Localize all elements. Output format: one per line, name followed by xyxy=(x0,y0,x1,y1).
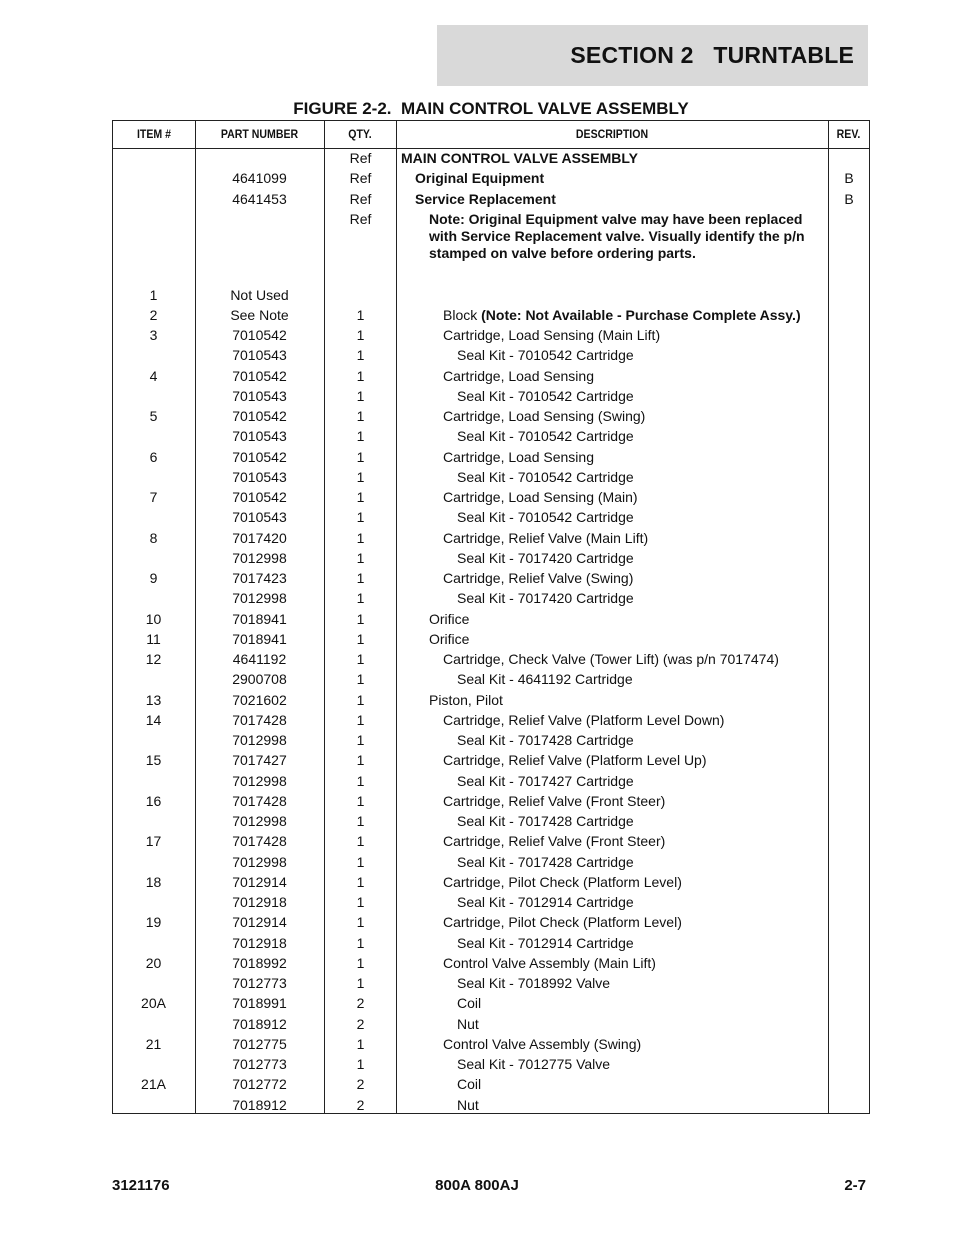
part-number: 7012998 xyxy=(232,853,287,870)
description: Seal Kit - 7010542 Cartridge xyxy=(457,347,634,364)
description: Seal Kit - 7017428 Cartridge xyxy=(457,813,634,830)
part-number: 7012998 xyxy=(232,813,287,830)
quantity: 2 xyxy=(356,995,365,1012)
quantity: 1 xyxy=(356,570,365,587)
part-number: 7021602 xyxy=(232,691,287,708)
item-number: 4 xyxy=(149,367,158,384)
item-number: 17 xyxy=(145,833,162,850)
description: Seal Kit - 7010542 Cartridge xyxy=(457,468,634,485)
quantity: 1 xyxy=(356,347,365,364)
part-number: 7012998 xyxy=(232,732,287,749)
part-number: 7010542 xyxy=(232,448,287,465)
item-number: 14 xyxy=(145,711,162,728)
footer-page-number: 2-7 xyxy=(844,1177,866,1194)
item-number: 2 xyxy=(149,306,158,323)
part-number: 4641192 xyxy=(232,651,287,668)
part-number: 7012773 xyxy=(232,1056,287,1073)
quantity: 1 xyxy=(356,671,365,688)
header-qty: QTY. xyxy=(348,127,372,141)
item-number: 19 xyxy=(145,914,162,931)
description: Cartridge, Load Sensing (Main) xyxy=(443,489,638,506)
table-body xyxy=(113,121,869,1113)
quantity: 1 xyxy=(356,327,365,344)
quantity: 1 xyxy=(356,873,365,890)
quantity: 1 xyxy=(356,610,365,627)
description: Seal Kit - 7017420 Cartridge xyxy=(457,549,634,566)
part-number: 7018992 xyxy=(232,954,287,971)
quantity: 1 xyxy=(356,549,365,566)
part-number: 7010542 xyxy=(232,327,287,344)
item-number: 16 xyxy=(145,792,162,809)
quantity: Ref xyxy=(349,210,372,227)
part-number: 7012914 xyxy=(232,873,287,890)
part-number: 7010543 xyxy=(232,428,287,445)
quantity: 1 xyxy=(356,914,365,931)
part-number: 7012914 xyxy=(232,914,287,931)
description: Seal Kit - 7012914 Cartridge xyxy=(457,894,634,911)
item-number: 20A xyxy=(141,995,166,1012)
part-number: 7017427 xyxy=(232,752,287,769)
section-banner xyxy=(437,25,868,86)
description: Nut xyxy=(457,1096,479,1113)
description: Seal Kit - 7017427 Cartridge xyxy=(457,772,634,789)
quantity: 1 xyxy=(356,509,365,526)
part-number: 7010542 xyxy=(232,489,287,506)
part-number: 7012772 xyxy=(232,1076,287,1093)
part-number: 7010543 xyxy=(232,347,287,364)
part-number: 7018941 xyxy=(232,630,287,647)
description-note: (Note: Not Available - Purchase Complete Assy.) xyxy=(481,306,801,323)
quantity: 1 xyxy=(356,529,365,546)
part-number: 7018912 xyxy=(232,1096,287,1113)
quantity: 1 xyxy=(356,387,365,404)
quantity: 1 xyxy=(356,954,365,971)
description: Piston, Pilot xyxy=(429,691,503,708)
part-number: 7012775 xyxy=(232,1035,287,1052)
part-number: 7017428 xyxy=(232,792,287,809)
description: Cartridge, Pilot Check (Platform Level) xyxy=(443,914,682,931)
part-number: 4641099 xyxy=(232,170,287,187)
part-number: 7017428 xyxy=(232,833,287,850)
item-number: 6 xyxy=(149,448,158,465)
description: Cartridge, Relief Valve (Front Steer) xyxy=(443,792,666,809)
header-item: ITEM # xyxy=(136,127,172,141)
description: Cartridge, Relief Valve (Platform Level Up) xyxy=(443,752,707,769)
quantity: 1 xyxy=(356,732,365,749)
description: Control Valve Assembly (Main Lift) xyxy=(443,954,656,971)
description: Coil xyxy=(457,1076,482,1093)
description: Seal Kit - 7018992 Valve xyxy=(457,975,611,992)
quantity: 2 xyxy=(356,1076,365,1093)
part-number: 7018912 xyxy=(232,1015,287,1032)
part-number: 7017428 xyxy=(232,711,287,728)
part-number: 7012918 xyxy=(232,894,287,911)
description: Seal Kit - 7010542 Cartridge xyxy=(457,428,634,445)
item-number: 15 xyxy=(145,752,162,769)
figure-title: FIGURE 2-2. MAIN CONTROL VALVE ASSEMBLY xyxy=(293,99,689,118)
parts-table xyxy=(112,120,870,1114)
description: Seal Kit - 7010542 Cartridge xyxy=(457,509,634,526)
quantity: 1 xyxy=(356,934,365,951)
description: Cartridge, Pilot Check (Platform Level) xyxy=(443,873,682,890)
quantity: 1 xyxy=(356,448,365,465)
service-note-line: stamped on valve before ordering parts. xyxy=(429,244,696,261)
quantity: Ref xyxy=(349,150,372,166)
item-number: 11 xyxy=(146,630,161,647)
quantity: Ref xyxy=(349,190,372,207)
part-number: 7012998 xyxy=(232,772,287,789)
part-number: 7012773 xyxy=(232,975,287,992)
quantity: 1 xyxy=(356,306,365,323)
description: Cartridge, Relief Valve (Swing) xyxy=(443,570,634,587)
description: Seal Kit - 7010542 Cartridge xyxy=(457,387,634,404)
description: Orifice xyxy=(429,630,470,647)
quantity: 1 xyxy=(356,630,365,647)
description: Coil xyxy=(457,995,482,1012)
part-number: 7010543 xyxy=(232,387,287,404)
description: Seal Kit - 7012914 Cartridge xyxy=(457,934,634,951)
footer-model: 800A 800AJ xyxy=(435,1177,519,1194)
description: Cartridge, Load Sensing (Main Lift) xyxy=(443,327,661,344)
quantity: 1 xyxy=(356,691,365,708)
part-number: 7017420 xyxy=(232,529,287,546)
description: Cartridge, Check Valve (Tower Lift) (was p/n 7017474) xyxy=(443,651,779,668)
item-number: 18 xyxy=(145,873,162,890)
description: Nut xyxy=(457,1015,479,1032)
description: Cartridge, Load Sensing xyxy=(443,448,594,465)
part-number: 7010543 xyxy=(232,509,287,526)
revision: B xyxy=(844,170,854,187)
quantity: 1 xyxy=(356,489,365,506)
quantity: 1 xyxy=(356,651,365,668)
description: Service Replacement xyxy=(415,190,556,207)
quantity: 1 xyxy=(356,711,365,728)
quantity: 1 xyxy=(356,792,365,809)
quantity: 1 xyxy=(356,813,365,830)
description: Cartridge, Relief Valve (Main Lift) xyxy=(443,529,649,546)
quantity: 1 xyxy=(356,853,365,870)
part-number: 4641453 xyxy=(232,190,287,207)
description: Seal Kit - 7017420 Cartridge xyxy=(457,590,634,607)
quantity: 2 xyxy=(356,1096,365,1113)
quantity: 1 xyxy=(356,975,365,992)
item-number: 20 xyxy=(145,954,162,971)
description: Original Equipment xyxy=(415,170,545,187)
item-number: 9 xyxy=(149,570,158,587)
item-number: 8 xyxy=(149,529,158,546)
quantity: 1 xyxy=(356,1056,365,1073)
quantity: 1 xyxy=(356,468,365,485)
item-number: 10 xyxy=(145,610,162,627)
part-number: See Note xyxy=(230,306,289,323)
item-number: 13 xyxy=(145,691,162,708)
quantity: 1 xyxy=(356,408,365,425)
item-number: 12 xyxy=(145,651,162,668)
quantity: 2 xyxy=(356,1015,365,1032)
service-note-line: Note: Original Equipment valve may have been replaced xyxy=(429,210,803,227)
description: Orifice xyxy=(429,610,470,627)
description: Seal Kit - 7017428 Cartridge xyxy=(457,853,634,870)
quantity: 1 xyxy=(356,833,365,850)
quantity: 1 xyxy=(356,894,365,911)
part-number: 7010543 xyxy=(232,468,287,485)
item-number: 3 xyxy=(149,327,158,344)
description: Control Valve Assembly (Swing) xyxy=(443,1035,642,1052)
part-number: 7017423 xyxy=(232,570,287,587)
description xyxy=(401,307,868,324)
part-number: 7010542 xyxy=(232,408,287,425)
description: Cartridge, Relief Valve (Platform Level Down) xyxy=(443,711,725,728)
header-part-number: PART NUMBER xyxy=(220,127,299,141)
header-rev: REV. xyxy=(836,127,861,141)
quantity: 1 xyxy=(356,772,365,789)
description: MAIN CONTROL VALVE ASSEMBLY xyxy=(401,150,638,166)
description: Cartridge, Load Sensing (Swing) xyxy=(443,408,646,425)
footer-doc-number: 3121176 xyxy=(112,1177,170,1194)
item-number: 7 xyxy=(149,489,158,506)
part-number: 7010542 xyxy=(232,367,287,384)
quantity: Ref xyxy=(349,170,372,187)
description: Seal Kit - 7017428 Cartridge xyxy=(457,732,634,749)
part-number: Not Used xyxy=(230,286,289,303)
item-number: 21 xyxy=(145,1035,162,1052)
quantity: 1 xyxy=(356,367,365,384)
part-number: 7018991 xyxy=(232,995,287,1012)
part-number: 7018941 xyxy=(232,610,287,627)
item-number: 1 xyxy=(149,286,158,303)
item-number: 21A xyxy=(141,1076,166,1093)
quantity: 1 xyxy=(356,1035,365,1052)
item-number: 5 xyxy=(149,408,158,425)
quantity: 1 xyxy=(356,590,365,607)
part-number: 2900708 xyxy=(232,671,287,688)
quantity: 1 xyxy=(356,752,365,769)
part-number: 7012998 xyxy=(232,590,287,607)
service-note-line: with Service Replacement valve. Visually identify the p/n xyxy=(429,227,805,244)
description: Cartridge, Relief Valve (Front Steer) xyxy=(443,833,666,850)
description: Seal Kit - 4641192 Cartridge xyxy=(457,671,633,688)
revision: B xyxy=(844,190,854,207)
header-description: DESCRIPTION xyxy=(575,127,649,141)
description-text: Block xyxy=(443,306,482,323)
part-number: 7012998 xyxy=(232,549,287,566)
part-number: 7012918 xyxy=(232,934,287,951)
quantity: 1 xyxy=(356,428,365,445)
description: Cartridge, Load Sensing xyxy=(443,367,594,384)
description: Seal Kit - 7012775 Valve xyxy=(457,1056,611,1073)
section-title: SECTION 2 TURNTABLE xyxy=(570,42,854,68)
